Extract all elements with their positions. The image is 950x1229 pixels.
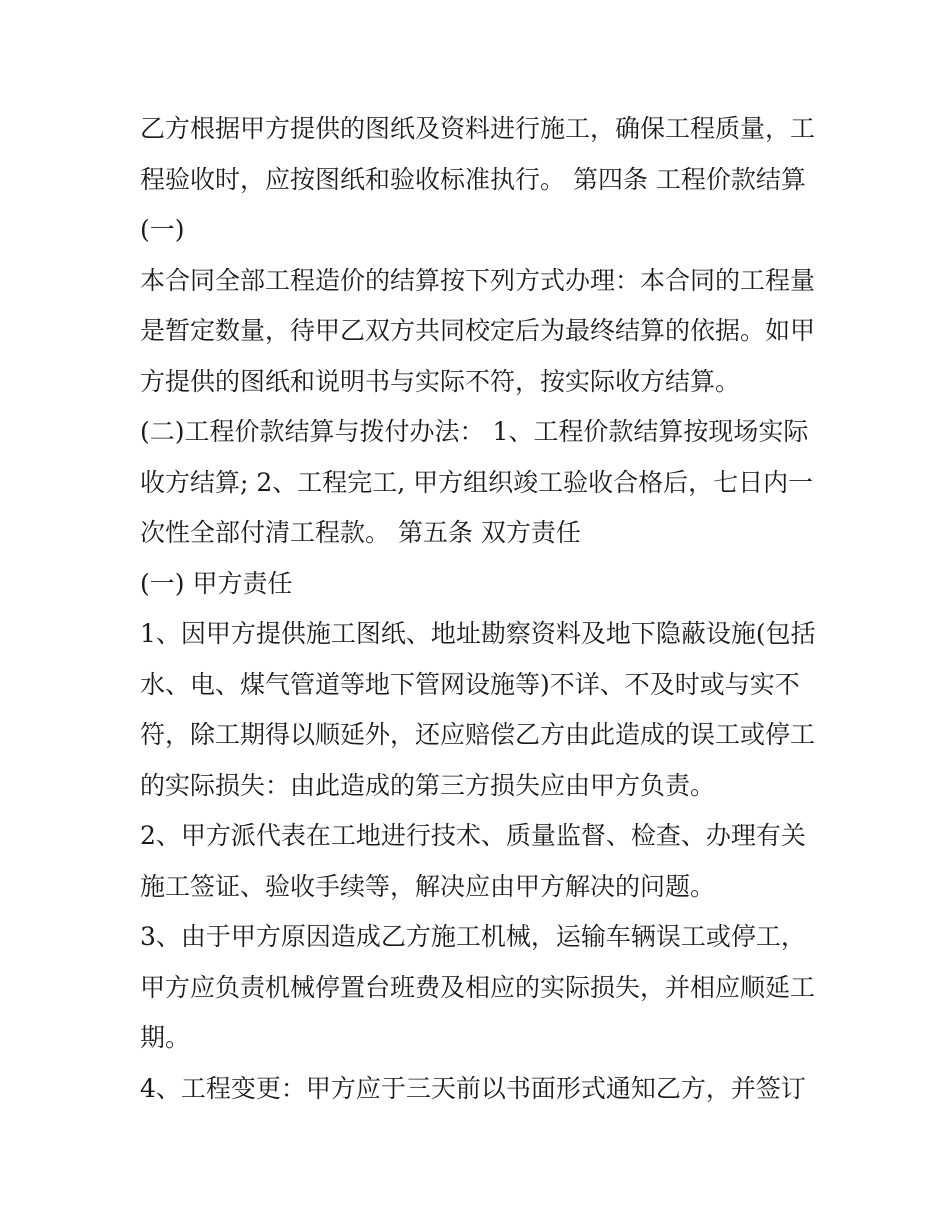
text-line: 程验收时，应按图纸和验收标准执行。 第四条 工程价款结算: [140, 164, 806, 194]
text-line: 甲方应负责机械停置台班费及相应的实际损失，并相应顺延工: [140, 972, 816, 1002]
text-line: 乙方根据甲方提供的图纸及资料进行施工，确保工程质量，工: [140, 114, 816, 143]
text-line: (一): [140, 215, 185, 244]
text-line: 收方结算; 2、工程完工, 甲方组织竣工验收合格后，七日内一: [140, 467, 814, 497]
text-line: (二)工程价款结算与拨付办法： 1、工程价款结算按现场实际: [140, 417, 809, 446]
text-line: 符，除工期得以顺延外，还应赔偿乙方由此造成的误工或停工: [140, 720, 816, 749]
text-line: 期。: [140, 1023, 191, 1052]
text-line: 的实际损失：由此造成的第三方损失应由甲方负责。: [140, 770, 716, 800]
text-line: 本合同全部工程造价的结算按下列方式办理：本合同的工程量: [140, 265, 816, 295]
document-body: [140, 104, 820, 1114]
text-line: 2、甲方派代表在工地进行技术、质量监督、检查、办理有关: [140, 821, 806, 850]
text-line: 4、工程变更：甲方应于三天前以书面形式通知乙方，并签订: [140, 1073, 806, 1103]
text-line: (一) 甲方责任: [140, 568, 293, 598]
text-line: 3、由于甲方原因造成乙方施工机械，运输车辆误工或停工，: [140, 922, 806, 951]
text-line: 施工签证、验收手续等，解决应由甲方解决的问题。: [140, 871, 716, 901]
text-line: 方提供的图纸和说明书与实际不符，按实际收方结算。: [140, 366, 741, 396]
text-line: 1、因甲方提供施工图纸、地址勘察资料及地下隐蔽设施(包括: [140, 619, 816, 648]
text-line: 是暂定数量，待甲乙双方共同校定后为最终结算的依据。如甲: [140, 316, 816, 345]
text-line: 水、电、煤气管道等地下管网设施等)不详、不及时或与实不: [140, 669, 800, 699]
text-line: 次性全部付清工程款。 第五条 双方责任: [140, 518, 581, 547]
